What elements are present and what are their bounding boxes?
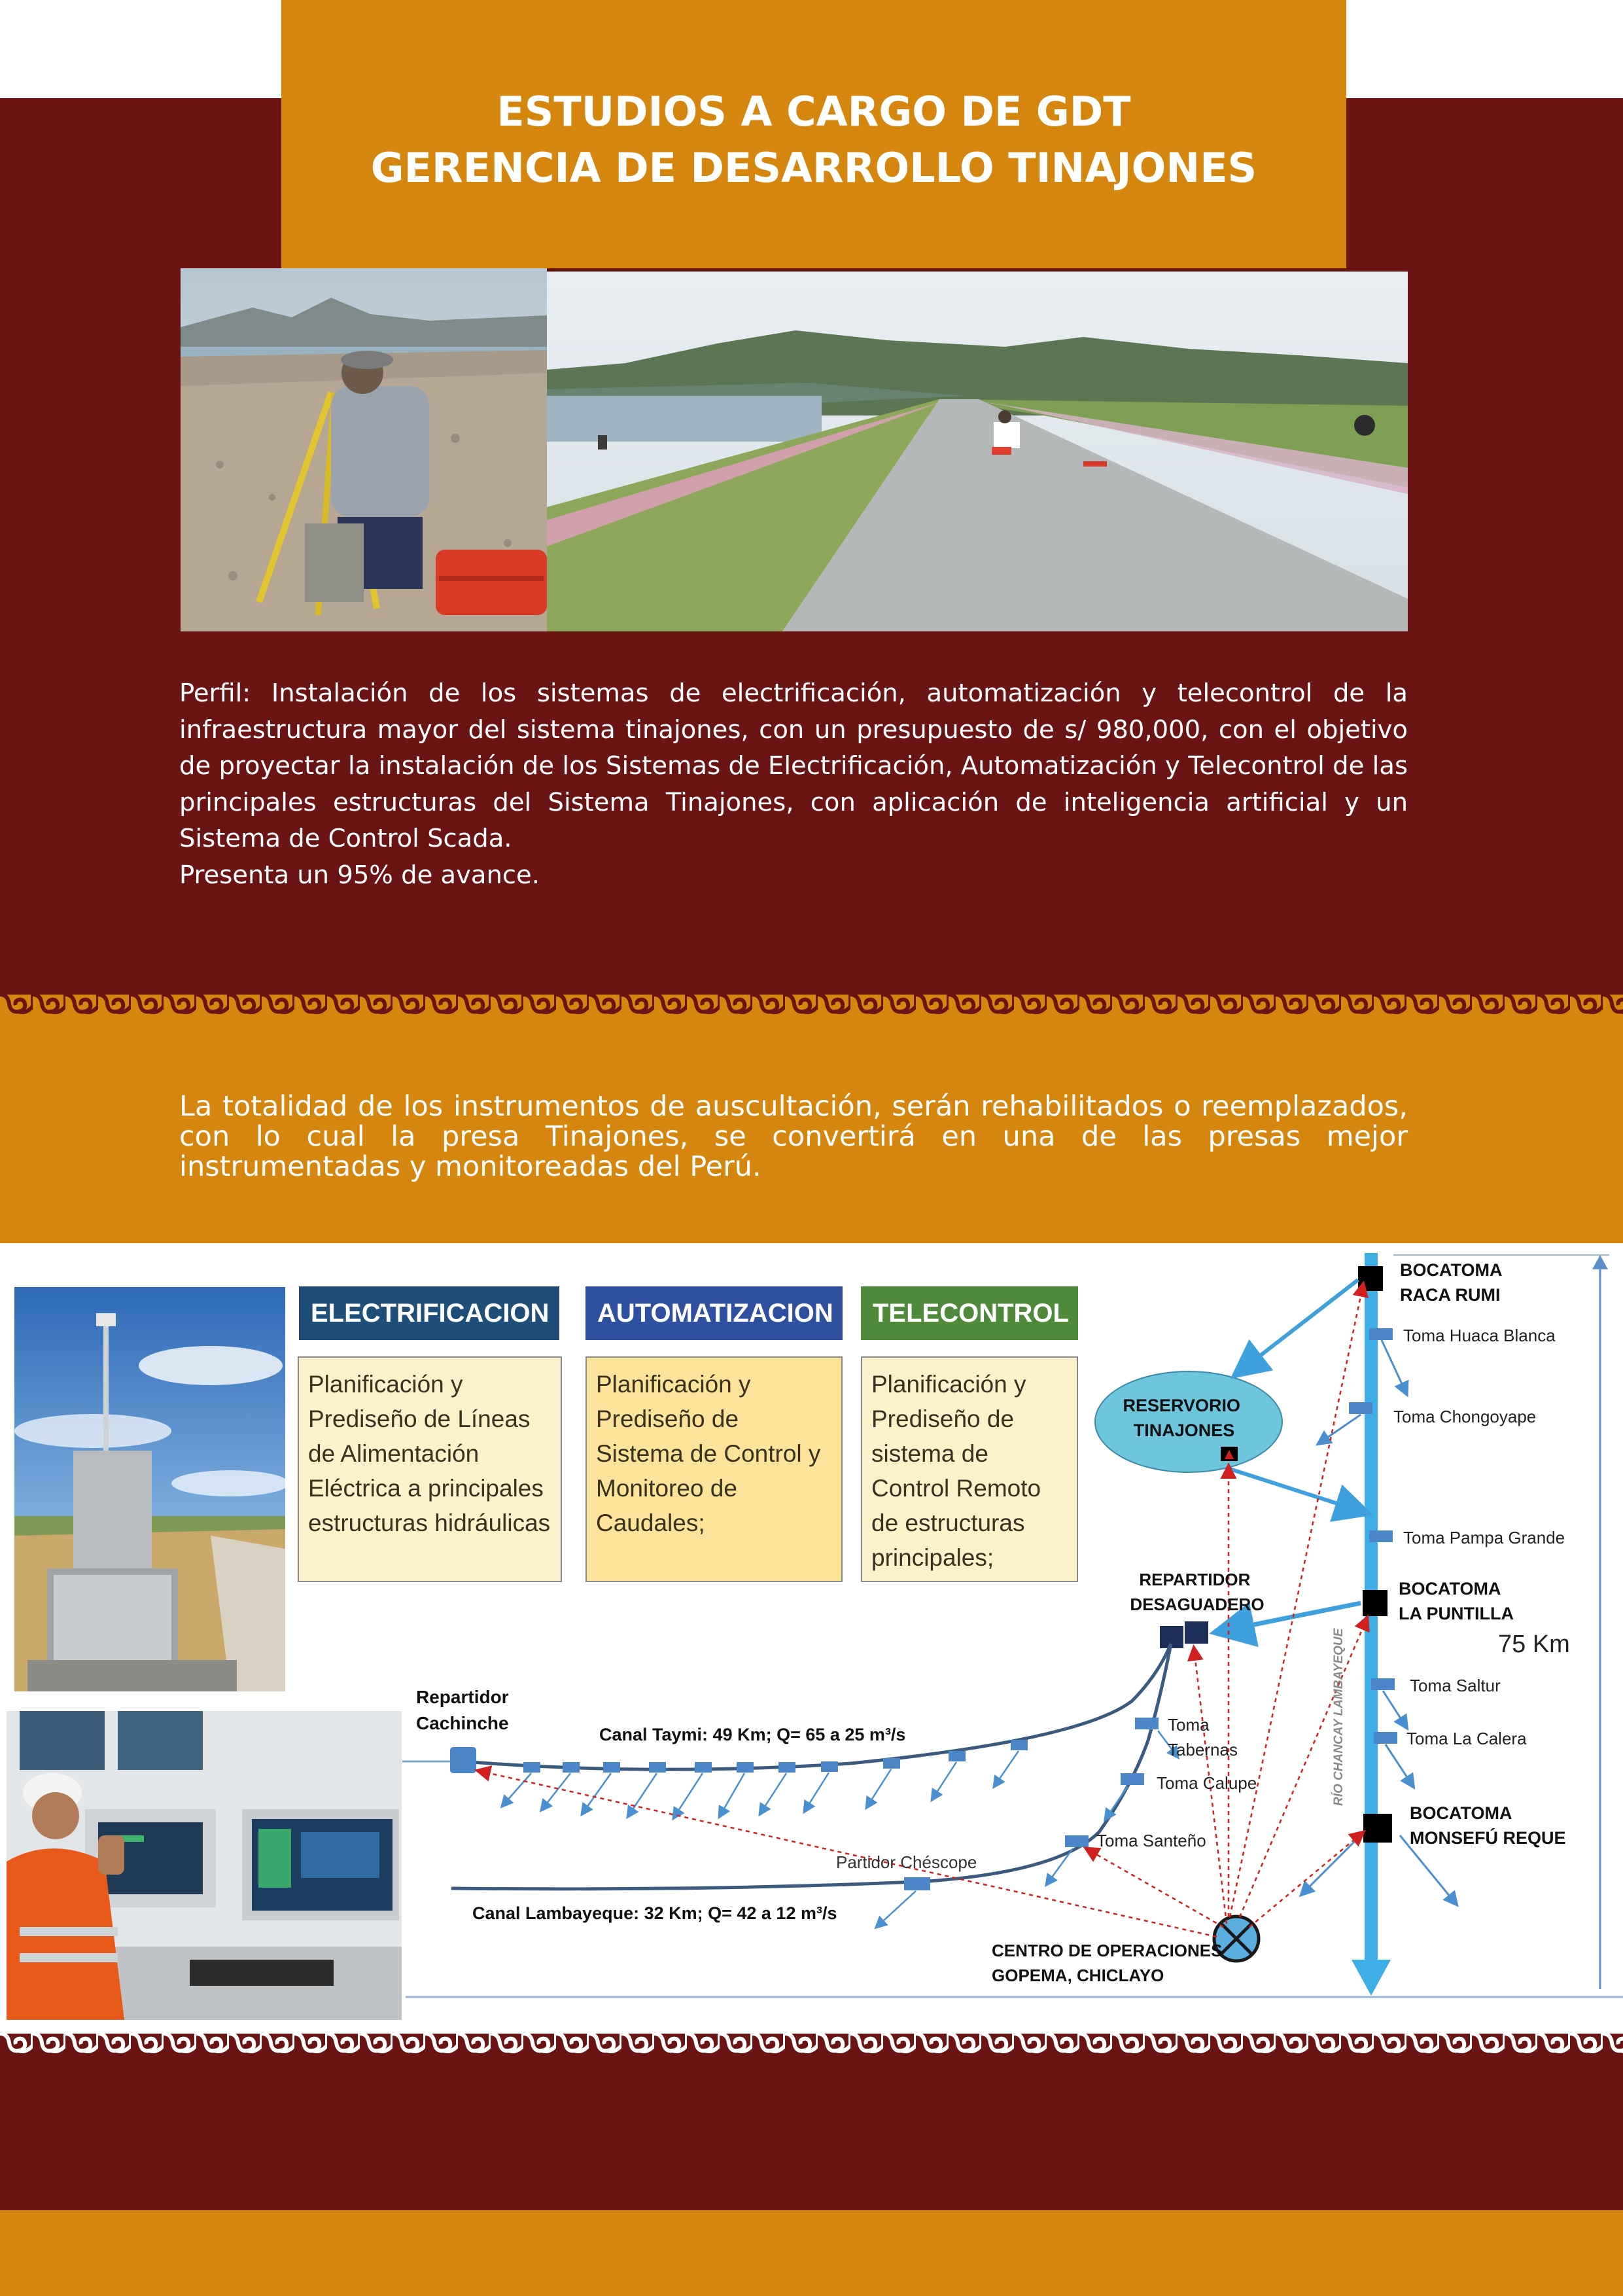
wave-border-top — [0, 980, 1623, 1027]
label-canal-taymi: Canal Taymi: 49 Km; Q= 65 a 25 m³/s — [599, 1725, 906, 1744]
label-toma-tabernas: Toma Tabernas — [1168, 1715, 1238, 1759]
label-rio: RÍO CHANCAY LAMBAYEQUE — [1332, 1628, 1346, 1806]
toma-pampa-grande-marker — [1369, 1530, 1393, 1542]
bocatoma-la-puntilla-marker — [1363, 1590, 1387, 1616]
canal-taymi — [463, 1644, 1171, 1769]
label-toma-huaca-blanca: Toma Huaca Blanca — [1403, 1326, 1556, 1345]
electrificacion-header: ELECTRIFICACION — [299, 1286, 559, 1340]
repartidor-desaguadero-marker-2 — [1185, 1621, 1208, 1644]
partidor-chescope-marker — [904, 1877, 930, 1890]
toma-la-calera-marker — [1374, 1732, 1397, 1744]
taymi-offtake-arrows — [502, 1751, 1019, 1818]
label-repartidor-cachinche: Repartidor Cachinche — [416, 1687, 509, 1733]
bocatoma-raca-rumi-marker — [1358, 1266, 1383, 1291]
label-repartidor-desaguadero: REPARTIDOR DESAGUADERO — [1130, 1570, 1265, 1614]
progress-text: Presenta un 95% de avance. — [179, 860, 540, 890]
label-centro-operaciones: CENTRO DE OPERACIONES GOPEMA, CHICLAYO — [992, 1941, 1223, 1985]
label-toma-pampa-grande: Toma Pampa Grande — [1403, 1528, 1565, 1547]
label-toma-calupe: Toma Calupe — [1157, 1773, 1257, 1793]
toma-huaca-blanca-outflow — [1382, 1340, 1406, 1394]
toma-santeno-outflow — [1047, 1848, 1073, 1884]
label-reservorio: RESERVORIO TINAJONES — [1123, 1396, 1241, 1440]
river-arrow-head — [1352, 1960, 1391, 1996]
electrificacion-card: Planificación y Prediseño de Líneas de Alimentación Eléctrica a principales estructuras hidráulicas — [298, 1356, 562, 1582]
monsefu-outflow-2 — [1302, 1835, 1361, 1894]
toma-la-calera-outflow — [1386, 1744, 1413, 1786]
toma-saltur-marker — [1371, 1678, 1395, 1690]
label-canal-lambayeque: Canal Lambayeque: 32 Km; Q= 42 a 12 m³/s — [472, 1903, 837, 1923]
dam-road-photo — [547, 272, 1408, 631]
repartidor-cachinche-marker — [450, 1747, 476, 1773]
label-bocatoma-monsefu-reque: BOCATOMA MONSEFÚ REQUE — [1410, 1803, 1566, 1848]
toma-calupe-marker — [1121, 1773, 1144, 1785]
toma-chongoyape-marker — [1349, 1402, 1372, 1414]
label-partidor-chescope: Partidor Chéscope — [836, 1852, 977, 1872]
toma-saltur-outflow — [1383, 1691, 1406, 1727]
automatizacion-header: AUTOMATIZACION — [585, 1286, 843, 1340]
label-toma-santeno: Toma Santeño — [1096, 1831, 1206, 1850]
toma-chongoyape-outflow — [1319, 1415, 1361, 1443]
surveyor-photo — [181, 268, 547, 631]
scale-arrow-top — [1592, 1255, 1608, 1269]
title-line-1: ESTUDIOS A CARGO DE GDT — [497, 88, 1131, 135]
page-title — [281, 84, 1346, 196]
toma-tabernas-marker — [1135, 1718, 1159, 1729]
label-toma-saltur: Toma Saltur — [1410, 1676, 1501, 1695]
raca-rumi-to-reservorio — [1236, 1280, 1358, 1374]
bocatoma-monsefu-marker — [1363, 1814, 1392, 1843]
label-toma-chongoyape: Toma Chongoyape — [1393, 1407, 1537, 1426]
irrigation-schematic — [0, 1243, 1623, 2022]
title-line-2: GERENCIA DE DESARROLLO TINAJONES — [370, 144, 1257, 192]
wave-border-bottom — [0, 2021, 1623, 2066]
toma-calupe-outflow — [1106, 1786, 1128, 1819]
label-toma-la-calera: Toma La Calera — [1406, 1729, 1527, 1748]
toma-santeno-marker — [1065, 1835, 1089, 1847]
auscultacion-text: La totalidad de los instrumentos de auscultación, serán rehabilitados o reemplazados, con lo cual la presa Tinajones, se convertirá en una de las presas mejor instrumentadas y monitoreadas del Perú. — [179, 1090, 1408, 1183]
reservorio-to-river — [1230, 1469, 1366, 1513]
partidor-chescope-outflow — [877, 1891, 916, 1927]
orange-footer — [0, 2210, 1623, 2296]
intro-paragraph: Perfil: Instalación de los sistemas de electrificación, automatización y telecontrol de la infraestructura mayor del sistema tinajones, con un presupuesto de s/ 980,000, con el objetivo de proyectar la instalación de los Sistemas de Electrificación, Automatización y Telecontrol de las principales estructuras del Sistema Tinajones, con aplicación de inteligencia artificial y un Sistema de Control Scada. — [179, 679, 1408, 853]
label-bocatoma-raca-rumi: BOCATOMA RACA RUMI — [1400, 1260, 1502, 1305]
automatizacion-card: Planificación y Prediseño de Sistema de Control y Monitoreo de Caudales; — [585, 1356, 843, 1582]
telecontrol-card: Planificación y Prediseño de sistema de Control Remoto de estructuras principales; — [861, 1356, 1078, 1582]
telecontrol-header: TELECONTROL — [861, 1286, 1078, 1340]
toma-huaca-blanca-marker — [1369, 1328, 1393, 1340]
label-distance: 75 Km — [1498, 1631, 1570, 1658]
label-bocatoma-la-puntilla: BOCATOMA LA PUNTILLA — [1399, 1579, 1514, 1623]
intro-text — [179, 675, 1408, 893]
